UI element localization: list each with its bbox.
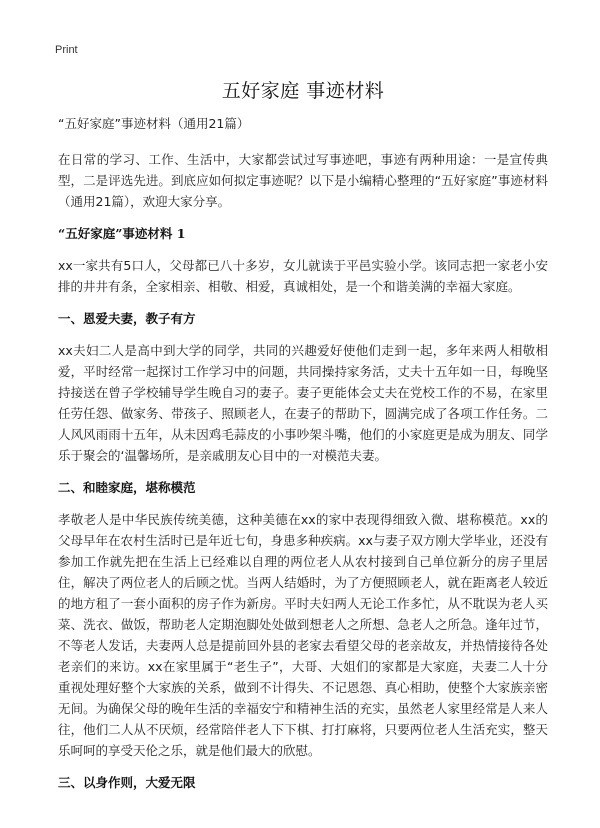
- section-body-2: 孝敬老人是中华民族传统美德，这种美德在xx的家中表现得细致入微、堪称模范。xx的父母早年在农村生活时已是年近七旬，身患多种疾病。xx与妻子双方刚大学毕业，还没有参加工作就先把在生活上已经难以自理的两位老人从农村接到自己单位新分的房子里居住，解决了两位老人的后顾之忧。当两人结婚时，为了方便照顾老人，就在距离老人较近的地方租了一套小面积的房子作为新房。平时夫妇两人无论工作多忙，从不耽误为老人买菜、洗衣、做饭，帮助老人定期泡脚处处做到想老人之所想、急老人之所急。逢年过节，不等老人发话，夫妻两人总是提前回外县的老家去看望父母的老亲故友，并热情接待各处老亲们的来访。xx在家里属于“老生子”，大哥、大姐们的家都是大家庭，夫妻二人十分重视处理好整个大家族的关系，做到不计得失、不记恩怨、真心相助，使整个大家族亲密无间。为确保父母的晚年生活的幸福安宁和精神生活的充实，虽然老人家里经常是人来人往，他们二人从不厌烦，经常陪伴老人下下棋、打打麻将，只要两位老人生活充实，整天乐呵呵的享受天伦之乐，就是他们最大的欣慰。: [58, 512, 548, 758]
- section-heading-1: 一、恩爱夫妻，教子有方: [58, 311, 196, 326]
- document-page: [58, 76, 548, 804]
- article-intro-paragraph: xx一家共有5口人，父母都已八十多岁，女儿就读于平邑实验小学。该同志把一家老小安排的井井有条，全家相亲、相敬、相爱，真诚相处，是一个和谐美满的幸福大家庭。: [58, 258, 548, 294]
- intro-paragraph: 在日常的学习、工作、生活中，大家都尝试过写事迹吧，事迹有两种用途：一是宣传典型，二是评选先进。到底应如何拟定事迹呢？以下是小编精心整理的“五好家庭”事迹材料（通用21篇），欢迎大家分享。: [58, 152, 548, 209]
- article-heading: “五好家庭”事迹材料 1: [58, 226, 186, 241]
- section-heading-2: 二、和睦家庭，堪称模范: [58, 480, 196, 495]
- page-title: 五好家庭 事迹材料: [221, 80, 385, 102]
- document-subtitle: “五好家庭”事迹材料（通用21篇）: [58, 116, 250, 131]
- section-body-1: xx夫妇二人是高中到大学的同学，共同的兴趣爱好使他们走到一起，多年来两人相敬相爱，平时经常一起探讨工作学习中的问题，共同操持家务活，丈夫十五年如一日，每晚坚持接送在曾子学校辅导学生晚自习的妻子。妻子更能体会丈夫在党校工作的不易，在家里任劳任怨、做家务、带孩子、照顾老人，在妻子的帮助下，圆满完成了各项工作任务。二人风风雨雨十五年，从未因鸡毛蒜皮的小事吵架斗嘴，他们的小家庭更是成为朋友、同学乐于聚会的‘温馨场所，是亲戚朋友心目中的一对模范夫妻。: [58, 343, 548, 463]
- print-link[interactable]: Print: [55, 44, 78, 56]
- section-heading-3: 三、以身作则，大爱无限: [58, 775, 196, 790]
